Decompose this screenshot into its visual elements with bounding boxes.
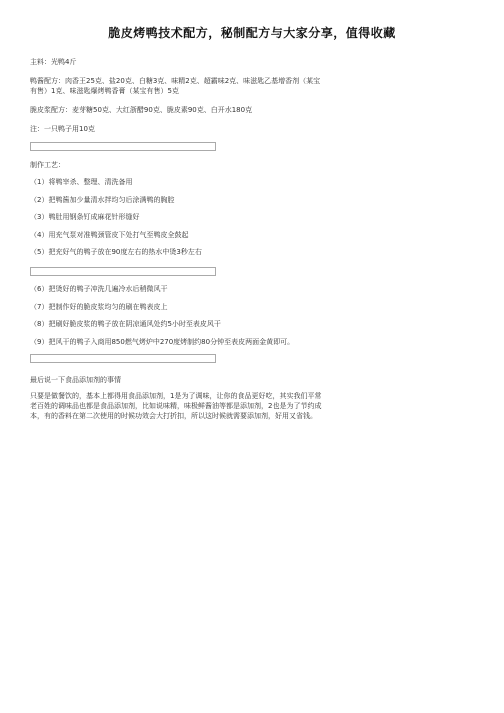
- sauce-recipe-line-1: 鸭酱配方：肉香王25克、盐20克、白糖3克、味精2克、超霸味2克、味滋匙乙基增香剂（某宝: [30, 77, 321, 85]
- closing-heading: 最后说一下食品添加剂的事情: [30, 376, 121, 384]
- process-step: （1）将鸭宰杀、整理、清洗备用: [30, 178, 133, 186]
- empty-box-1: [30, 142, 216, 151]
- process-step: （6）把烫好的鸭子冲洗几遍冷水后稍微风干: [30, 285, 168, 293]
- process-step: （3）鸭肚用钢条钉成麻花针形缝好: [30, 213, 140, 221]
- process-heading: 制作工艺：: [30, 161, 65, 169]
- sauce-recipe-line-2: 有售）1克、味滋匙爆烤鸭香膏（某宝有售）5克: [30, 87, 179, 95]
- closing-paragraph-line-2: 老百姓的调味品也都是食品添加剂，比如说味精，味极鲜酱油等都是添加剂，2也是为了节约成: [30, 402, 322, 410]
- process-step: （5）把充好气的鸭子放在90度左右的热水中烫3秒左右: [30, 248, 202, 256]
- process-step: （9）把风干的鸭子入商用850燃气烤炉中270度烤制约80分钟至表皮两面金黄即可。: [30, 337, 295, 346]
- process-step: （8）把刷好脆皮浆的鸭子放在阴凉通风处约5小时至表皮风干: [30, 320, 221, 328]
- page-title: 脆皮烤鸭技术配方，秘制配方与大家分享，值得收藏: [108, 26, 396, 40]
- process-step: （4）用充气泵对准鸭颈管皮下处打气至鸭皮全鼓起: [30, 230, 189, 239]
- closing-paragraph-line-3: 本，有的香料在第二次使用的时候功效会大打折扣，所以这时候就需要添加剂，好用又省钱。: [30, 412, 317, 420]
- closing-paragraph-line-1: 只要是做餐饮的，基本上都得用食品添加剂，1是为了调味，让你的食品更好吃，其实我们平常: [30, 392, 322, 400]
- process-step: （2）把鸭酱加少量清水拌均匀后涂满鸭的胸腔: [30, 195, 175, 204]
- empty-box-3: [30, 354, 216, 363]
- empty-box-2: [30, 267, 216, 276]
- process-step: （7）把制作好的脆皮浆均匀的刷在鸭表皮上: [30, 302, 168, 311]
- crispy-sauce-recipe: 脆皮浆配方：麦芽糖50克、大红浙醋90克、脆皮素90克、白开水180克: [30, 106, 253, 114]
- usage-note: 注：一只鸭子用10克: [30, 125, 95, 133]
- main-ingredient-text: 主料：光鸭4斤: [30, 58, 77, 66]
